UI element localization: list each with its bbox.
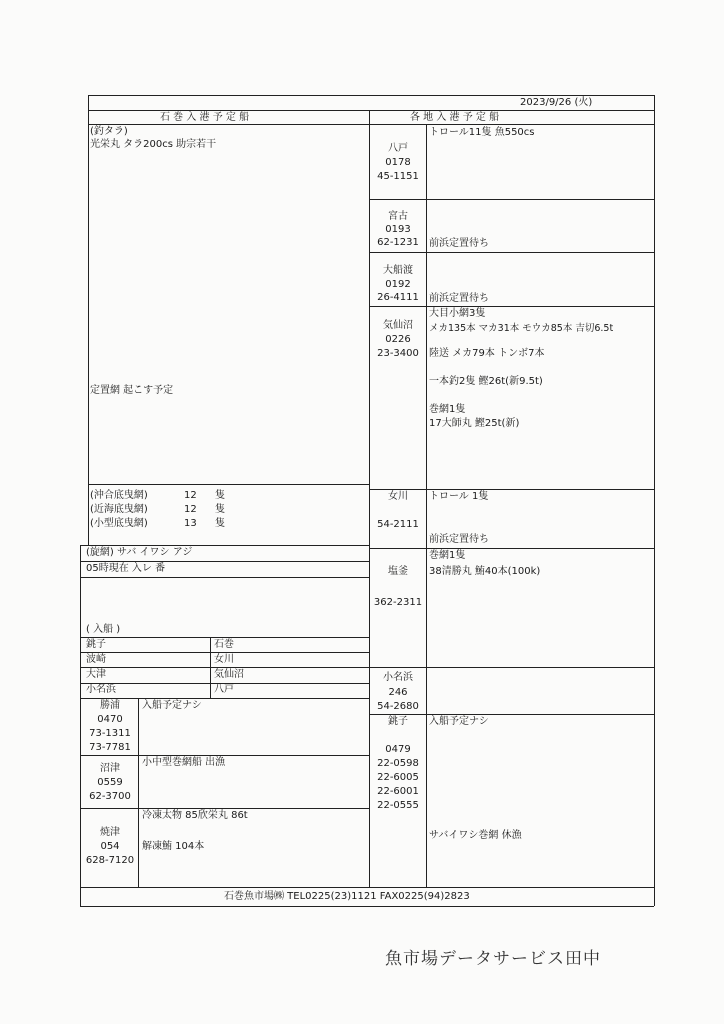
region-shiogama-name: 塩釜 — [388, 566, 408, 577]
miyako-bottom — [369, 252, 654, 253]
region-onagawa-name: 女川 — [388, 491, 408, 502]
trawl-unit-2: 隻 — [215, 504, 225, 515]
kesennuma-bottom — [369, 489, 654, 490]
nyusen-left-1: 銚子 — [86, 639, 106, 650]
nyusen-right-4: 八戸 — [214, 684, 234, 695]
region-choshi-tel1: 0479 — [385, 744, 411, 755]
tsuri-tara-line: 光栄丸 タラ200cs 助宗若干 — [90, 139, 217, 150]
kesennuma-line-5: 巻網1隻 — [429, 404, 466, 415]
region-ofunato-name: 大船渡 — [383, 265, 413, 276]
genzai-bottom — [80, 577, 369, 578]
trawl-count-1: 12 — [184, 490, 197, 501]
port-katsuura-tel2: 73-1311 — [89, 728, 131, 739]
region-kesennuma-name: 気仙沼 — [383, 320, 413, 331]
trawl-count-3: 13 — [184, 518, 197, 529]
trawl-label-1: (沖合底曳網) — [90, 490, 148, 501]
nyusen-left-2: 波崎 — [86, 654, 106, 665]
region-shiogama-note2: 38清勝丸 鮪40本(100k) — [429, 566, 541, 577]
shiogama-bottom — [369, 667, 654, 668]
region-onahama-tel1: 246 — [388, 687, 408, 698]
port-katsuura-note: 入船予定ナシ — [142, 700, 202, 711]
region-choshi-tel5: 22-0555 — [377, 800, 419, 811]
nyusen-right-3: 気仙沼 — [214, 669, 244, 680]
region-hachinohe-note: トロール11隻 魚550cs — [429, 127, 535, 138]
header-bottom — [88, 124, 654, 125]
kesennuma-line-6: 17大師丸 鰹25t(新) — [429, 418, 520, 429]
port-yaizu-note2: 解凍鮪 104本 — [142, 841, 205, 852]
left-header: 石 巻 入 港 予 定 船 — [160, 112, 250, 123]
trawl-unit-1: 隻 — [215, 490, 225, 501]
frame-bottom — [80, 887, 654, 888]
port-katsuura-name: 勝浦 — [100, 700, 120, 711]
region-choshi-tel2: 22-0598 — [377, 758, 419, 769]
region-name-divider — [426, 124, 427, 887]
region-hachinohe-name: 八戸 — [388, 143, 408, 154]
region-hachinohe-tel2: 45-1151 — [377, 171, 419, 182]
region-onahama-name: 小名浜 — [383, 672, 413, 683]
region-hachinohe-tel1: 0178 — [385, 157, 411, 168]
nyusen-row-line-1 — [80, 652, 369, 653]
region-ofunato-tel1: 0192 — [385, 279, 411, 290]
section-tsuri-tara: (釣タラ) — [90, 126, 128, 137]
region-shiogama-tel: 362-2311 — [373, 597, 423, 608]
region-choshi-tel4: 22-6001 — [377, 786, 419, 797]
kesennuma-line-4: 一本釣2隻 鰹26t(新9.5t) — [429, 376, 543, 387]
port-katsuura-tel1: 0470 — [97, 714, 123, 725]
port-yaizu-name: 焼津 — [100, 827, 120, 838]
right-header: 各 地 入 港 予 定 船 — [410, 112, 500, 123]
footer-bottom — [80, 906, 654, 907]
region-choshi-name: 銚子 — [388, 716, 408, 727]
region-kesennuma-tel1: 0226 — [385, 334, 411, 345]
numazu-bottom — [80, 808, 369, 809]
onahama-bottom — [369, 714, 654, 715]
makiami-top — [80, 545, 369, 546]
hachinohe-bottom — [369, 199, 654, 200]
onagawa-bottom — [369, 548, 654, 549]
genzai-line: 05時現在 入レ 番 — [86, 563, 166, 574]
kesennuma-line-2: メカ135本 マカ31本 モウカ85本 吉切6.5t — [429, 323, 614, 334]
trawl-label-3: (小型底曳網) — [90, 518, 148, 529]
frame-top — [88, 95, 654, 96]
port-numazu-tel1: 0559 — [97, 777, 123, 788]
region-choshi-note1: 入船予定ナシ — [429, 716, 489, 727]
footer-contact: 石巻魚市場㈱ TEL0225(23)1121 FAX0225(94)2823 — [224, 891, 470, 902]
port-numazu-note: 小中型巻網船 出漁 — [142, 757, 226, 768]
region-choshi-tel3: 22-6005 — [377, 772, 419, 783]
nyusen-right-1: 石巻 — [214, 639, 234, 650]
region-miyako-tel2: 62-1231 — [377, 237, 419, 248]
handwritten-signature: 魚市場データサービス田中 — [385, 949, 601, 969]
region-choshi-note2: サバイワシ巻網 休漁 — [429, 830, 522, 841]
nyusen-right-2: 女川 — [214, 654, 234, 665]
trawl-unit-3: 隻 — [215, 518, 225, 529]
region-onagawa-tel: 54-2111 — [377, 519, 419, 530]
frame-left-lower — [80, 545, 81, 906]
genzai-top — [80, 561, 369, 562]
nyusen-grid-bottom — [80, 698, 369, 699]
region-onagawa-note1: トロール 1隻 — [429, 491, 489, 502]
region-shiogama-note1: 巻網1隻 — [429, 550, 466, 561]
port-katsuura-tel3: 73-7781 — [89, 742, 131, 753]
frame-right — [654, 95, 655, 906]
region-miyako-name: 宮古 — [388, 211, 408, 222]
ports-divider — [138, 698, 139, 887]
region-onahama-tel2: 54-2680 — [377, 701, 419, 712]
trawl-count-2: 12 — [184, 504, 197, 515]
teichi-ami: 定置網 起こす予定 — [90, 385, 174, 396]
header-line — [88, 110, 654, 111]
region-miyako-tel1: 0193 — [385, 224, 411, 235]
katsuura-bottom — [80, 755, 369, 756]
region-miyako-note: 前浜定置待ち — [429, 238, 489, 249]
kesennuma-line-1: 大目小網3隻 — [429, 308, 486, 319]
nyusen-label: ( 入船 ) — [86, 624, 121, 635]
port-numazu-tel2: 62-3700 — [89, 791, 131, 802]
trawl-label-2: (近海底曳網) — [90, 504, 148, 515]
frame-left-upper — [88, 95, 89, 545]
makiami-line: (旋網) サバ イワシ アジ — [86, 547, 193, 558]
date: 2023/9/26 (火) — [520, 97, 593, 108]
kesennuma-line-3: 陸送 メカ79本 トンボ7本 — [429, 348, 545, 359]
nyusen-left-4: 小名浜 — [86, 684, 116, 695]
nyusen-left-3: 大津 — [86, 669, 106, 680]
trawl-top — [88, 484, 369, 485]
port-yaizu-note1: 冷凍太物 85欣栄丸 86t — [142, 810, 248, 821]
nyusen-grid-top — [80, 637, 369, 638]
region-ofunato-note: 前浜定置待ち — [429, 293, 489, 304]
region-kesennuma-tel2: 23-3400 — [377, 348, 419, 359]
region-ofunato-tel2: 26-4111 — [377, 292, 419, 303]
region-onagawa-note2: 前浜定置待ち — [429, 534, 489, 545]
port-yaizu-tel2: 628-7120 — [85, 855, 135, 866]
port-yaizu-tel1: 054 — [100, 841, 120, 852]
ofunato-bottom — [369, 306, 654, 307]
nyusen-row-line-2 — [80, 667, 369, 668]
port-numazu-name: 沼津 — [100, 763, 120, 774]
